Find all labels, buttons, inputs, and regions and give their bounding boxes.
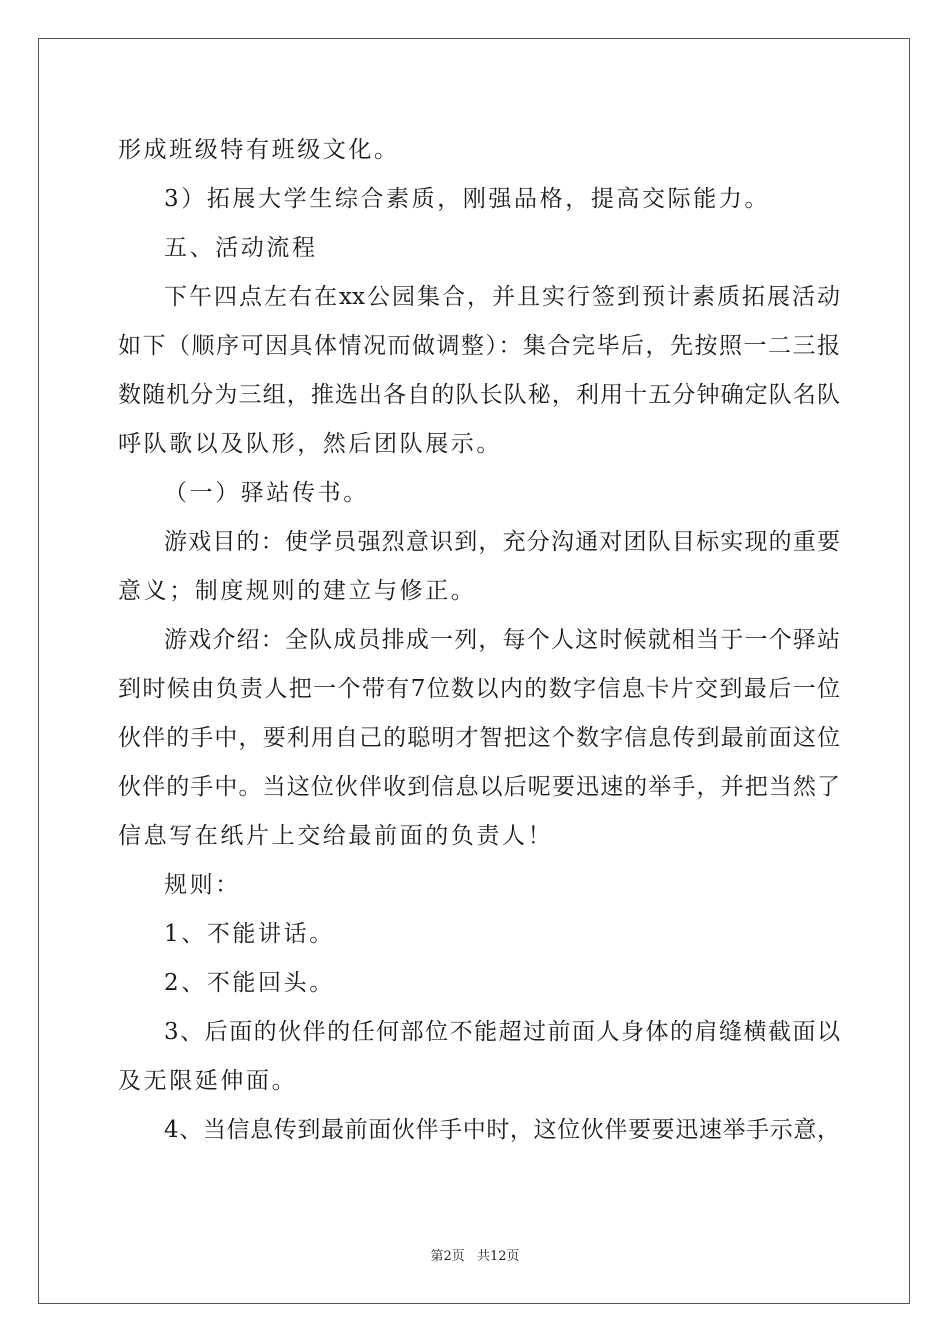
paragraph-line: 游戏介绍：全队成员排成一列，每个人这时候就相当于一个驿站 xyxy=(164,627,840,653)
page-total: 共12页 xyxy=(476,1249,520,1264)
paragraph-line: 如下（顺序可因具体情况而做调整）：集合完毕后，先按照一二三报 xyxy=(118,333,840,359)
paragraph-line: 及无限延伸面。 xyxy=(118,1068,298,1094)
paragraph-line: 信息写在纸片上交给最前面的负责人！ xyxy=(118,823,554,849)
paragraph-line: 呼队歌以及队形，然后团队展示。 xyxy=(118,431,502,457)
rule-item: 4、当信息传到最前面伙伴手中时，这位伙伴要要迅速举手示意， xyxy=(164,1117,840,1143)
paragraph-line: 伙伴的手中，要利用自己的聪明才智把这个数字信息传到最前面这位 xyxy=(118,725,840,751)
paragraph-line: 意义；制度规则的建立与修正。 xyxy=(118,578,477,604)
paragraph-line: 伙伴的手中。当这位伙伴收到信息以后呢要迅速的举手，并把当然了 xyxy=(118,774,840,800)
paragraph-line: 游戏目的：使学员强烈意识到，充分沟通对团队目标实现的重要 xyxy=(164,529,840,555)
rule-item: 2、不能回头。 xyxy=(164,970,335,996)
section-heading: 五、活动流程 xyxy=(164,235,318,261)
paragraph-line: 下午四点左右在xx公园集合，并且实行签到预计素质拓展活动 xyxy=(164,284,840,310)
page-footer xyxy=(0,1245,950,1264)
paragraph-line: 数随机分为三组，推选出各自的队长队秘，利用十五分钟确定队名队 xyxy=(118,382,840,408)
paragraph-line: 3）拓展大学生综合素质，刚强品格，提高交际能力。 xyxy=(164,186,771,212)
page-number: 第2页 xyxy=(430,1249,465,1264)
rule-item: 3、后面的伙伴的任何部位不能超过前面人身体的肩缝横截面以 xyxy=(164,1019,840,1045)
paragraph-line: 到时候由负责人把一个带有7位数以内的数字信息卡片交到最后一位 xyxy=(118,676,840,702)
rule-item: 1、不能讲话。 xyxy=(164,921,335,947)
subsection-heading: （一）驿站传书。 xyxy=(164,480,369,506)
paragraph-line: 形成班级特有班级文化。 xyxy=(118,137,400,163)
document-body xyxy=(118,126,840,1155)
rules-heading: 规则： xyxy=(164,872,241,898)
